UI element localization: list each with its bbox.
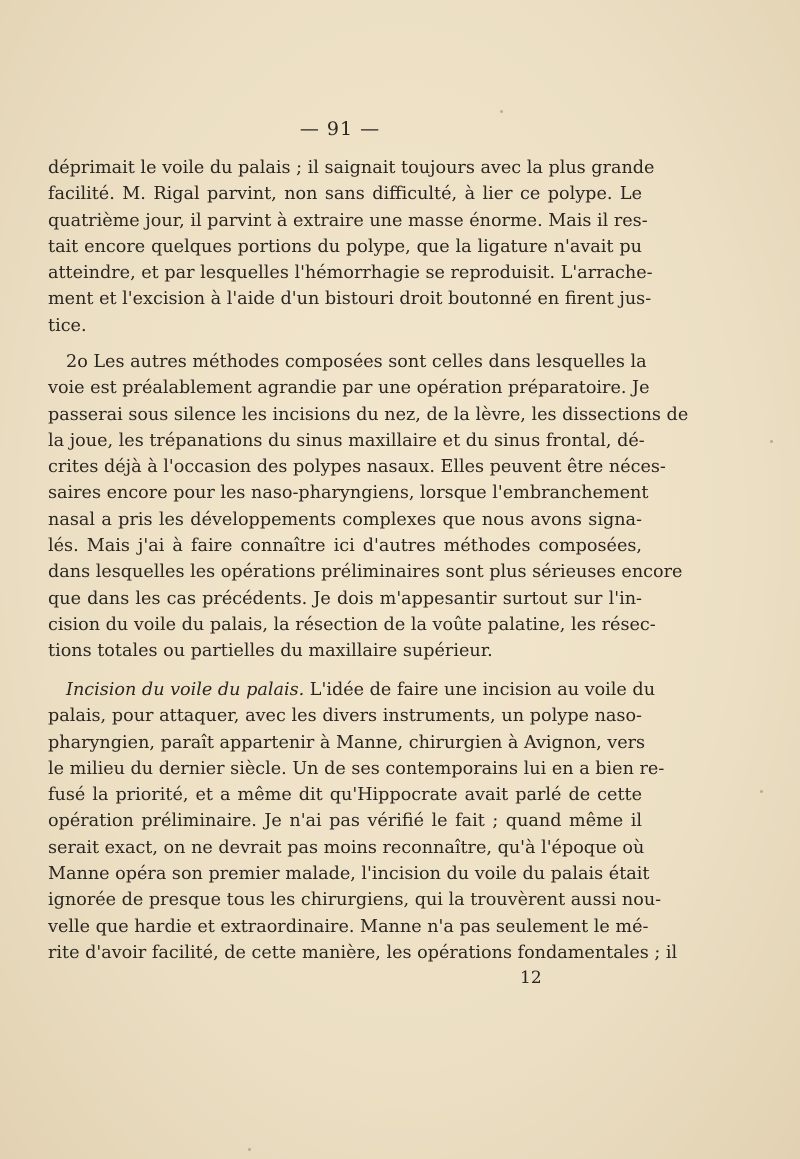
text-line: rite d'avoir facilité, de cette manière, les opérations fondamentales ; il: [48, 942, 678, 963]
text-line: opération préliminaire. Je n'ai pas vérifié le fait ; quand même il: [48, 811, 642, 832]
text-line: serait exact, on ne devrait pas moins reconnaître, qu'à l'époque où: [48, 837, 645, 858]
section-heading: Incision du voile du palais.: [66, 680, 305, 700]
text-line: saires encore pour les naso-pharyngiens, lorsque l'embranchement: [48, 483, 649, 504]
signature-mark: 12: [520, 968, 542, 988]
text-line: passerai sous silence les incisions du nez, de la lèvre, les dissections de: [48, 404, 689, 425]
text-line: que dans les cas précédents. Je dois m'appesantir surtout sur l'in-: [48, 588, 642, 609]
text-line: lés. Mais j'ai à faire connaître ici d'autres méthodes composées,: [48, 536, 642, 557]
text-line: voie est préalablement agrandie par une opération préparatoire. Je: [48, 378, 650, 399]
text-line: Manne opéra son premier malade, l'incision du voile du palais était: [48, 864, 650, 885]
paper-speck: [500, 110, 503, 113]
text-line: ignorée de presque tous les chirurgiens, qui la trouvèrent aussi nou-: [48, 890, 662, 911]
text-line: 2o Les autres méthodes composées sont celles dans lesquelles la: [66, 352, 647, 372]
paper-speck: [248, 1148, 251, 1151]
text-line: crites déjà à l'occasion des polypes nasaux. Elles peuvent être néces-: [48, 457, 666, 478]
paper-speck: [760, 790, 763, 793]
paragraph-3: [48, 677, 678, 966]
text-line: cision du voile du palais, la résection de la voûte palatine, les résec-: [48, 614, 656, 635]
text-line: dans lesquelles les opérations préliminaires sont plus sérieuses encore: [48, 562, 683, 583]
text-line: [48, 677, 656, 703]
text-line: facilité. M. Rigal parvint, non sans difficulté, à lier ce polype. Le: [48, 184, 642, 205]
text-line: ment et l'excision à l'aide d'un bistouri droit boutonné en firent jus-: [48, 289, 652, 310]
text-line: atteindre, et par lesquelles l'hémorrhagie se reproduisit. L'arrache-: [48, 263, 653, 284]
paragraph-1: [48, 155, 655, 339]
text-line: tait encore quelques portions du polype, que la ligature n'avait pu: [48, 236, 642, 257]
paragraph-2: [48, 349, 689, 665]
text-line: quatrième jour, il parvint à extraire une masse énorme. Mais il res-: [48, 210, 648, 231]
text-line: velle que hardie et extraordinaire. Manne n'a pas seulement le mé-: [48, 916, 649, 937]
text-line: tice.: [48, 315, 87, 336]
text-line: tions totales ou partielles du maxillaire supérieur.: [48, 641, 493, 662]
text-line: pharyngien, paraît appartenir à Manne, chirurgien à Avignon, vers: [48, 732, 646, 753]
text-line: le milieu du dernier siècle. Un de ses contemporains lui en a bien re-: [48, 758, 665, 779]
text-line: déprimait le voile du palais ; il saignait toujours avec la plus grande: [48, 158, 655, 178]
text-line: la joue, les trépanations du sinus maxillaire et du sinus frontal, dé-: [48, 430, 645, 451]
heading-continuation: L'idée de faire une incision au voile du: [304, 680, 656, 700]
text-line: palais, pour attaquer, avec les divers instruments, un polype naso-: [48, 706, 642, 727]
text-line: fusé la priorité, et a même dit qu'Hippocrate avait parlé de cette: [48, 785, 642, 806]
paper-speck: [770, 440, 773, 443]
page-number: — 91 —: [299, 118, 381, 140]
text-line: nasal a pris les développements complexes que nous avons signa-: [48, 509, 642, 530]
